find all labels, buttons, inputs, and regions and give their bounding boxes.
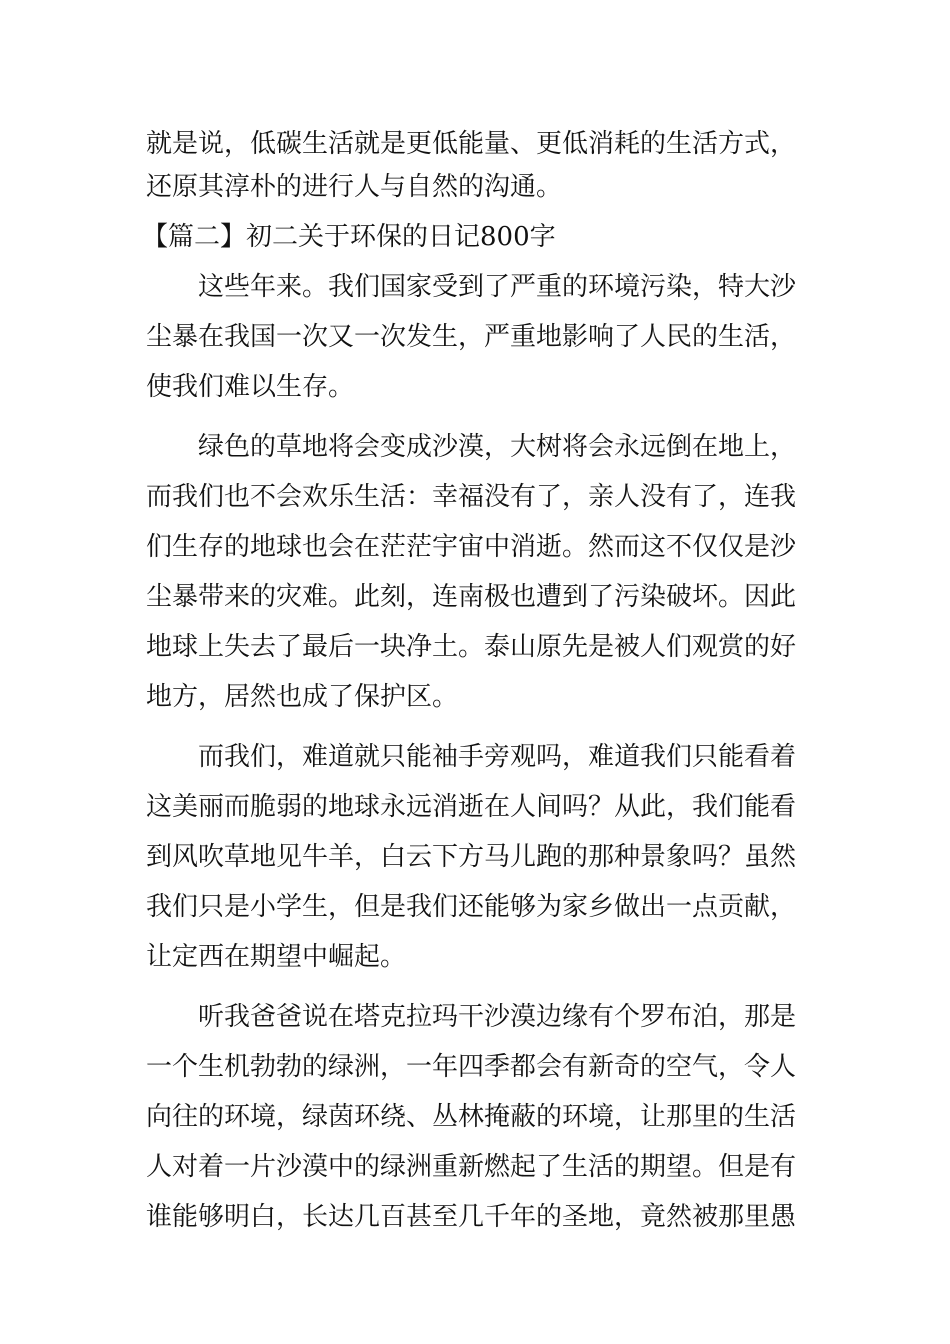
body-line: 人对着一片沙漠中的绿洲重新燃起了生活的期望。但是有 xyxy=(146,1152,797,1182)
body-line: 让定西在期望中崛起。 xyxy=(146,942,407,972)
document-body xyxy=(142,126,806,1242)
section-heading: 【篇二】初二关于环保的日记800字 xyxy=(142,222,556,252)
body-line: 们生存的地球也会在茫茫宇宙中消逝。然而这不仅仅是沙 xyxy=(146,532,797,562)
body-line: 就是说，低碳生活就是更低能量、更低消耗的生活方式， xyxy=(146,129,797,159)
body-line: 尘暴在我国一次又一次发生，严重地影响了人民的生活， xyxy=(146,322,797,352)
body-line: 谁能够明白，长达几百甚至几千年的圣地，竟然被那里愚 xyxy=(146,1202,797,1232)
body-line: 使我们难以生存。 xyxy=(146,372,355,402)
body-line: 地方，居然也成了保护区。 xyxy=(146,682,459,712)
paragraph-start-line: 这些年来。我们国家受到了严重的环境污染，特大沙 xyxy=(198,272,797,302)
paragraph-start-line: 而我们，难道就只能袖手旁观吗，难道我们只能看着 xyxy=(198,742,797,772)
body-line: 向往的环境，绿茵环绕、丛林掩蔽的环境，让那里的生活 xyxy=(146,1102,797,1132)
body-line: 这美丽而脆弱的地球永远消逝在人间吗？从此，我们能看 xyxy=(146,792,797,822)
body-line: 地球上失去了最后一块净土。泰山原先是被人们观赏的好 xyxy=(146,632,797,662)
body-line: 一个生机勃勃的绿洲，一年四季都会有新奇的空气，令人 xyxy=(146,1052,797,1082)
body-line: 我们只是小学生，但是我们还能够为家乡做出一点贡献， xyxy=(146,892,797,922)
body-line: 到风吹草地见牛羊，白云下方马儿跑的那种景象吗？虽然 xyxy=(146,842,797,872)
paragraph-start-line: 绿色的草地将会变成沙漠，大树将会永远倒在地上， xyxy=(198,432,797,462)
body-line: 尘暴带来的灾难。此刻，连南极也遭到了污染破坏。因此 xyxy=(146,582,797,612)
body-line: 而我们也不会欢乐生活：幸福没有了，亲人没有了，连我 xyxy=(146,482,797,512)
paragraph-start-line: 听我爸爸说在塔克拉玛干沙漠边缘有个罗布泊，那是 xyxy=(198,1002,797,1032)
body-line: 还原其淳朴的进行人与自然的沟通。 xyxy=(146,172,563,202)
